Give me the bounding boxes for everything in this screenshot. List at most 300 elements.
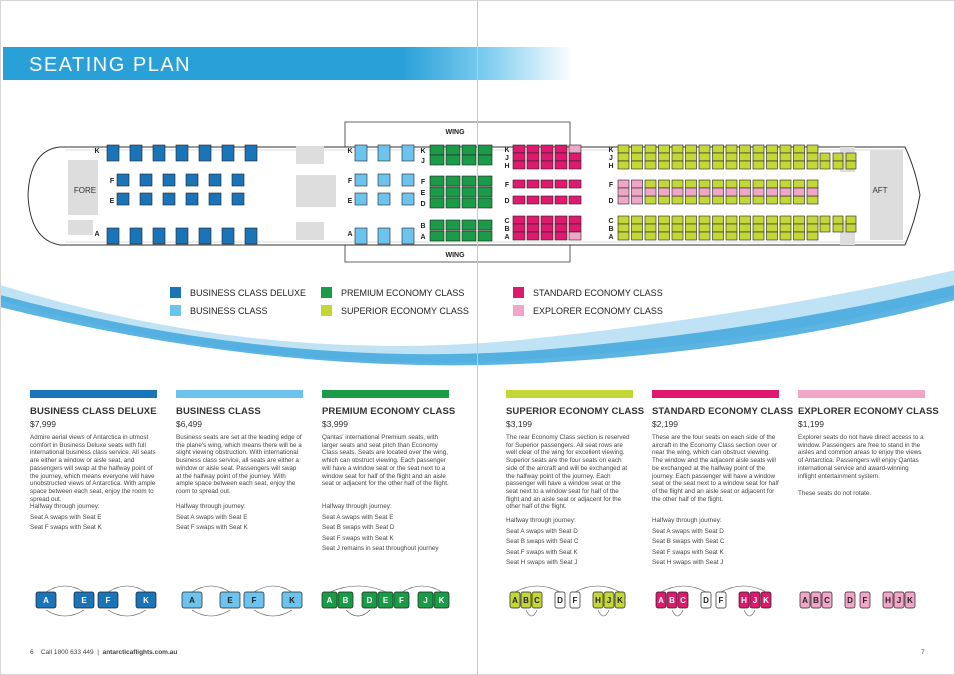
class-title: SUPERIOR ECONOMY CLASS: [506, 406, 645, 417]
class-color-bar: [652, 390, 779, 398]
seat-superior-economy: [686, 196, 697, 204]
swap-line: Seat F swaps with Seat K: [176, 524, 248, 531]
seat-superior-economy: [767, 224, 778, 232]
seat-explorer-economy: [807, 188, 818, 196]
seat-superior-economy: [726, 232, 737, 240]
seat-superior-economy: [807, 216, 818, 224]
svg-text:D: D: [847, 596, 853, 605]
class-title: BUSINESS CLASS: [176, 406, 261, 417]
seat-business: [378, 145, 390, 161]
legend-label: BUSINESS CLASS DELUXE: [190, 287, 307, 298]
seat-superior-economy: [645, 153, 656, 161]
seat-superior-economy: [713, 224, 724, 232]
seat-standard-economy: [569, 180, 581, 188]
seat-premium-economy: [478, 176, 492, 186]
seat-business-deluxe: [176, 228, 188, 244]
svg-text:B: B: [813, 596, 819, 605]
seat-premium-economy: [430, 198, 444, 208]
seat-superior-economy: [672, 145, 683, 153]
svg-text:J: J: [896, 596, 902, 605]
seat-superior-economy: [686, 161, 697, 169]
seat-explorer-economy: [645, 188, 656, 196]
swap-seat: [593, 592, 603, 608]
seat-explorer-economy: [780, 188, 791, 196]
swap-seat: [418, 592, 433, 608]
seat-superior-economy: [740, 224, 751, 232]
seat-superior-economy: [632, 180, 643, 188]
class-color-bar: [30, 390, 157, 398]
swap-seat: [136, 592, 156, 608]
seat-superior-economy: [632, 224, 643, 232]
wing-label-top: WING: [445, 129, 465, 136]
seat-superior-economy: [780, 161, 791, 169]
class-description: These are the four seats on each side of the aircraft in the Economy Class section over or near the wing, which can obstruct viewing. The window and the adjacent aisle seats will be exchanged at the halfway point of the journey. Each passenger will have a window seat or the seat next to a window seat for half of the flight and an aisle seat or adjacent for the other half of the flight.: [652, 434, 779, 503]
seat-superior-economy: [794, 161, 805, 169]
seat-superior-economy: [713, 153, 724, 161]
swap-seat: [182, 592, 202, 608]
legend-swatch: [321, 305, 332, 316]
seat-standard-economy: [555, 196, 567, 204]
seat-standard-economy: [555, 145, 567, 153]
swap-seat: [716, 592, 726, 608]
seat-business-deluxe: [232, 193, 244, 205]
seat-letter: D: [504, 198, 510, 205]
legend-business-deluxe: [170, 287, 306, 298]
swap-arc: [744, 610, 755, 616]
swap-seat: [845, 592, 855, 608]
seat-business: [378, 228, 390, 244]
seat-business: [402, 193, 414, 205]
swap-seat: [98, 592, 118, 608]
class-color-bar: [176, 390, 303, 398]
svg-text:A: A: [326, 596, 333, 605]
swap-seat: [604, 592, 614, 608]
svg-text:J: J: [423, 596, 428, 605]
class-title: STANDARD ECONOMY CLASS: [652, 406, 794, 417]
seat-superior-economy: [686, 224, 697, 232]
seat-superior-economy: [659, 180, 670, 188]
seat-standard-economy: [541, 224, 553, 232]
class-color-bar: [506, 390, 633, 398]
seat-business: [402, 174, 414, 186]
seat-superior-economy: [699, 153, 710, 161]
legend-swatch: [170, 287, 181, 298]
seat-letter: F: [420, 179, 426, 186]
seat-standard-economy: [569, 153, 581, 161]
seat-letter: F: [347, 178, 353, 185]
swap-seat: [800, 592, 810, 608]
swap-arc: [192, 610, 230, 616]
svg-text:C: C: [534, 596, 540, 605]
seat-superior-economy: [632, 196, 643, 204]
seat-standard-economy: [527, 153, 539, 161]
seat-letter: B: [608, 226, 614, 233]
svg-text:A: A: [658, 596, 664, 605]
seat-superior-economy: [753, 161, 764, 169]
seat-standard-economy: [513, 196, 525, 204]
seat-superior-economy: [833, 216, 843, 224]
class-card-business-deluxe: [30, 390, 157, 531]
seat-superior-economy: [820, 161, 830, 169]
seat-standard-economy: [541, 216, 553, 224]
seat-standard-economy: [555, 224, 567, 232]
seat-superior-economy: [618, 145, 629, 153]
seat-superior-economy: [699, 180, 710, 188]
seat-letter: K: [420, 148, 426, 155]
swap-seat: [883, 592, 893, 608]
seat-superior-economy: [672, 196, 683, 204]
seat-premium-economy: [462, 176, 476, 186]
swap-arc: [515, 586, 560, 592]
seat-superior-economy: [833, 153, 843, 161]
seat-superior-economy: [807, 224, 818, 232]
seat-standard-economy: [527, 216, 539, 224]
seat-standard-economy: [555, 232, 567, 240]
seat-letter: A: [94, 231, 100, 238]
seat-business-deluxe: [140, 174, 152, 186]
seat-superior-economy: [807, 232, 818, 240]
seat-superior-economy: [713, 145, 724, 153]
class-card-premium-economy: [322, 390, 456, 552]
seat-business-deluxe: [176, 145, 188, 161]
seat-standard-economy: [527, 232, 539, 240]
seat-superior-economy: [699, 216, 710, 224]
swap-rules: [30, 502, 102, 534]
seat-business-deluxe: [245, 145, 257, 161]
swap-seat: [656, 592, 666, 608]
seat-superior-economy: [846, 216, 856, 224]
seat-superior-economy: [767, 196, 778, 204]
class-description: Business seats are set at the leading edge of the plane's wing, which means there will be a slight viewing obstruction. With international business class service, all seats are either a window or aisle seat. Passengers will swap at the halfway point of the journey. With ample space between each seat, enjoy the room to spread out.: [176, 434, 302, 495]
seat-explorer-economy: [753, 188, 764, 196]
seat-superior-economy: [686, 232, 697, 240]
seat-superior-economy: [726, 145, 737, 153]
seat-superior-economy: [672, 161, 683, 169]
seat-premium-economy: [446, 220, 460, 230]
seat-superior-economy: [740, 216, 751, 224]
seat-business-deluxe: [199, 145, 211, 161]
seat-business: [355, 174, 367, 186]
seat-letter: K: [94, 148, 100, 155]
swap-seat: [362, 592, 377, 608]
seat-standard-economy: [569, 196, 581, 204]
class-card-standard-economy: [652, 390, 794, 566]
swap-seat: [678, 592, 688, 608]
class-description: Admire aerial views of Antarctica in utmost comfort in Business Deluxe seats with full international business class service. All seats are either a window or aisle seat, and passengers will swap at the halfway point of the journey, which means everyone will have unobstructed views of Antarctica. With ample space between each seat, enjoy the room to spread out.: [30, 434, 156, 503]
svg-text:F: F: [105, 596, 111, 605]
seat-superior-economy: [780, 232, 791, 240]
swap-seat: [615, 592, 625, 608]
seat-business: [402, 145, 414, 161]
seat-standard-economy: [569, 216, 581, 224]
seat-superior-economy: [618, 232, 629, 240]
seat-superior-economy: [632, 216, 643, 224]
swap-seat: [555, 592, 565, 608]
seat-premium-economy: [478, 198, 492, 208]
seat-letter: F: [504, 182, 510, 189]
seat-business: [355, 145, 367, 161]
seat-letter: H: [608, 163, 614, 170]
swap-arc: [721, 586, 766, 592]
seat-premium-economy: [430, 145, 444, 155]
seat-business-deluxe: [209, 174, 221, 186]
seat-business-deluxe: [107, 145, 119, 161]
legend-standard-economy: [513, 287, 663, 298]
seat-premium-economy: [462, 231, 476, 241]
swap-seat: [378, 592, 393, 608]
seat-superior-economy: [659, 224, 670, 232]
seat-premium-economy: [446, 187, 460, 197]
seat-letter: A: [504, 234, 510, 241]
seat-superior-economy: [645, 161, 656, 169]
seat-superior-economy: [632, 153, 643, 161]
seat-explorer-economy: [767, 188, 778, 196]
legend-explorer-economy: [513, 305, 663, 316]
seat-explorer-economy: [740, 188, 751, 196]
swap-line: Seat A swaps with Seat D: [506, 527, 578, 535]
footer-left: [30, 649, 177, 656]
seat-superior-economy: [726, 216, 737, 224]
swap-seat: [282, 592, 302, 608]
seat-superior-economy: [659, 216, 670, 224]
seat-standard-economy: [513, 224, 525, 232]
seat-business-deluxe: [209, 193, 221, 205]
seat-business-deluxe: [140, 193, 152, 205]
seat-business-deluxe: [222, 145, 234, 161]
seat-superior-economy: [740, 196, 751, 204]
swap-line: Halfway through journey:: [30, 503, 100, 510]
svg-text:A: A: [43, 596, 49, 605]
seat-superior-economy: [686, 216, 697, 224]
swap-seat: [322, 592, 337, 608]
swap-seat: [667, 592, 677, 608]
class-color-bar: [322, 390, 449, 398]
swap-seat: [220, 592, 240, 608]
seat-superior-economy: [672, 224, 683, 232]
svg-text:D: D: [703, 596, 709, 605]
class-card-business: [176, 390, 303, 531]
seat-standard-economy: [555, 216, 567, 224]
seat-superior-economy: [618, 153, 629, 161]
svg-text:E: E: [81, 596, 87, 605]
seat-standard-economy: [527, 196, 539, 204]
seat-premium-economy: [430, 187, 444, 197]
seat-superior-economy: [753, 145, 764, 153]
seat-superior-economy: [726, 224, 737, 232]
class-title: PREMIUM ECONOMY CLASS: [322, 406, 456, 417]
seat-standard-economy: [527, 224, 539, 232]
swap-rules: [506, 516, 578, 569]
svg-text:B: B: [669, 596, 675, 605]
seat-standard-economy: [513, 145, 525, 153]
seat-superior-economy: [686, 180, 697, 188]
seat-superior-economy: [645, 196, 656, 204]
seat-standard-economy: [541, 196, 553, 204]
seat-superior-economy: [659, 232, 670, 240]
svg-text:F: F: [399, 596, 404, 605]
seat-superior-economy: [659, 196, 670, 204]
swap-line: Seat H swaps with Seat J: [652, 559, 724, 566]
seat-standard-economy: [569, 145, 581, 153]
seat-letter: K: [504, 147, 510, 154]
seat-superior-economy: [726, 196, 737, 204]
swap-arc: [346, 610, 370, 616]
fore-label: FORE: [73, 186, 97, 195]
seat-superior-economy: [794, 145, 805, 153]
seat-standard-economy: [569, 224, 581, 232]
swap-arc: [192, 586, 230, 592]
seat-premium-economy: [446, 198, 460, 208]
svg-text:E: E: [227, 596, 233, 605]
swap-seat: [521, 592, 531, 608]
seat-business-deluxe: [232, 174, 244, 186]
seat-letter: H: [504, 163, 510, 170]
seat-business: [378, 174, 390, 186]
seat-superior-economy: [807, 153, 818, 161]
seat-business-deluxe: [117, 193, 129, 205]
seat-superior-economy: [672, 153, 683, 161]
svg-text:A: A: [189, 596, 195, 605]
swap-seat: [701, 592, 711, 608]
seat-superior-economy: [740, 145, 751, 153]
seat-superior-economy: [820, 224, 830, 232]
seat-business-deluxe: [186, 193, 198, 205]
swap-seat: [905, 592, 915, 608]
seat-premium-economy: [478, 220, 492, 230]
seat-superior-economy: [632, 232, 643, 240]
swap-arc: [254, 586, 292, 592]
seat-superior-economy: [699, 196, 710, 204]
seat-premium-economy: [446, 145, 460, 155]
svg-text:H: H: [741, 596, 747, 605]
seat-superior-economy: [794, 180, 805, 188]
swap-seat: [860, 592, 870, 608]
seat-premium-economy: [462, 198, 476, 208]
seat-explorer-economy: [618, 188, 629, 196]
seat-superior-economy: [713, 180, 724, 188]
seat-letter: E: [347, 198, 353, 205]
swap-line: Seat A swaps with Seat D: [652, 527, 724, 535]
swap-rules: [322, 502, 439, 555]
seat-business-deluxe: [153, 228, 165, 244]
seat-standard-economy: [527, 180, 539, 188]
seat-letter: B: [504, 226, 510, 233]
class-price: $7,999: [30, 419, 56, 429]
seat-standard-economy: [569, 232, 581, 240]
legend-label: BUSINESS CLASS: [190, 305, 268, 316]
seat-business: [355, 193, 367, 205]
class-description: Qantas' international Premium seats, with larger seats and seat pitch than Economy Class seats. Seats are located over the wing, which can obstruct viewing. Each passenger will have a window seat or the seat next to a window seat for half of the flight and an aisle seat or adjacent for the other half of the flight.: [322, 434, 449, 488]
swap-arc: [330, 586, 386, 592]
seat-superior-economy: [645, 180, 656, 188]
seat-superior-economy: [699, 232, 710, 240]
swap-line: Seat F swaps with Seat K: [322, 534, 394, 542]
seat-business-deluxe: [163, 193, 175, 205]
seat-premium-economy: [462, 187, 476, 197]
legend-label: EXPLORER ECONOMY CLASS: [533, 305, 663, 316]
class-price: $3,199: [506, 419, 532, 429]
class-description: The rear Economy Class section is reserved for Superior passengers. All seat rows are well clear of the wing for excellent viewing. Superior seats are the four seats on each side of the aircraft and will be exchanged at the halfway point of the journey. Each passenger will have a window seat or the seat next to a window seat for half of the flight and an aisle seat or adjacent for the other half of the flight.: [506, 434, 630, 511]
seat-premium-economy: [478, 145, 492, 155]
footer-separator: |: [97, 649, 99, 656]
svg-text:J: J: [606, 596, 612, 605]
seat-superior-economy: [753, 224, 764, 232]
seat-business: [378, 193, 390, 205]
seat-premium-economy: [462, 155, 476, 165]
seat-premium-economy: [478, 231, 492, 241]
seat-explorer-economy: [726, 188, 737, 196]
legend-business: [170, 305, 268, 316]
seat-superior-economy: [820, 153, 830, 161]
swap-seat: [811, 592, 821, 608]
wing-label-bottom: WING: [445, 252, 465, 259]
seat-superior-economy: [645, 232, 656, 240]
seat-explorer-economy: [686, 188, 697, 196]
swap-arc: [46, 586, 84, 592]
seat-superior-economy: [753, 196, 764, 204]
swap-line: Seat A swaps with Seat E: [30, 513, 102, 521]
svg-text:C: C: [824, 596, 830, 605]
swap-line: Halfway through journey:: [176, 503, 246, 510]
seat-superior-economy: [807, 145, 818, 153]
swap-arc: [575, 586, 620, 592]
seat-superior-economy: [767, 161, 778, 169]
seat-letter: C: [504, 218, 510, 225]
seat-superior-economy: [618, 161, 629, 169]
footer-phone: Call 1800 633 449: [40, 649, 94, 656]
seat-explorer-economy: [632, 188, 643, 196]
footer-website[interactable]: antarcticaflights.com.au: [102, 649, 178, 656]
seat-premium-economy: [462, 145, 476, 155]
seat-superior-economy: [753, 216, 764, 224]
seat-premium-economy: [478, 155, 492, 165]
swap-arc: [108, 586, 146, 592]
swap-seat: [532, 592, 542, 608]
seat-superior-economy: [780, 216, 791, 224]
legend-label: SUPERIOR ECONOMY CLASS: [341, 305, 469, 316]
seat-superior-economy: [632, 161, 643, 169]
left-page-number: 6: [30, 649, 34, 656]
class-title: BUSINESS CLASS DELUXE: [30, 406, 157, 417]
class-title: EXPLORER ECONOMY CLASS: [798, 406, 939, 417]
seat-premium-economy: [446, 231, 460, 241]
seat-superior-economy: [726, 153, 737, 161]
svg-text:B: B: [342, 596, 349, 605]
seat-superior-economy: [753, 180, 764, 188]
seat-standard-economy: [513, 216, 525, 224]
seat-business-deluxe: [186, 174, 198, 186]
seat-superior-economy: [846, 153, 856, 161]
seat-letter: K: [347, 148, 353, 155]
seat-superior-economy: [846, 161, 856, 169]
seat-premium-economy: [430, 176, 444, 186]
seat-superior-economy: [713, 216, 724, 224]
seat-standard-economy: [513, 153, 525, 161]
svg-text:K: K: [438, 596, 445, 605]
seat-standard-economy: [541, 161, 553, 169]
seat-superior-economy: [726, 161, 737, 169]
seat-letter: J: [421, 158, 425, 165]
page-spine: [477, 0, 478, 675]
seat-superior-economy: [726, 180, 737, 188]
class-card-explorer-economy: [798, 390, 939, 498]
swap-line: Seat F swaps with Seat K: [30, 524, 102, 531]
swap-line: Seat A swaps with Seat E: [176, 513, 248, 521]
seat-superior-economy: [753, 232, 764, 240]
seat-superior-economy: [618, 180, 629, 188]
swap-line: Seat F swaps with Seat K: [652, 548, 724, 556]
seat-letter: B: [420, 223, 426, 230]
